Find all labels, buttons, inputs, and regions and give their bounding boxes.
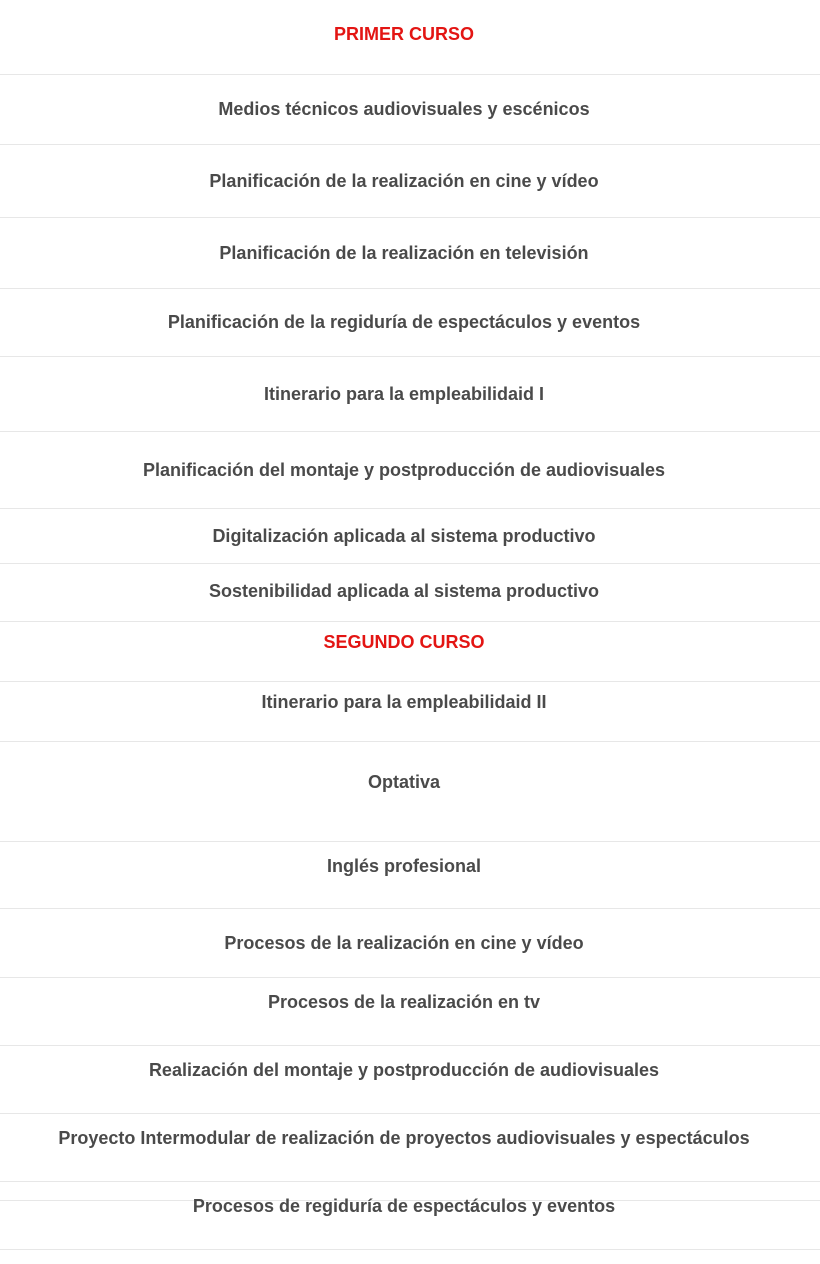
table-row (0, 145, 820, 218)
module-name: Planificación de la realización en televisión (219, 243, 589, 263)
table-row (0, 1046, 820, 1114)
module-name: Digitalización aplicada al sistema productivo (212, 526, 596, 546)
table-row (0, 742, 820, 842)
table-row (0, 509, 820, 564)
table-row (0, 978, 820, 1046)
module-name: Optativa (367, 772, 441, 792)
module-name: Itinerario para la empleabilidaid I (263, 384, 545, 404)
module-name: Proyecto Intermodular de realización de proyectos audiovisuales y espectáculos (58, 1128, 750, 1148)
module-name: Sostenibilidad aplicada al sistema productivo (208, 581, 600, 601)
module-name: Procesos de regiduría de espectáculos y eventos (192, 1196, 616, 1216)
module-name: Planificación de la realización en cine y vídeo (209, 171, 599, 191)
module-name: Inglés profesional (326, 856, 482, 876)
module-name: Planificación del montaje y postproducción de audiovisuales (142, 460, 666, 480)
table-row (0, 682, 820, 742)
table-row (0, 357, 820, 432)
module-name: Medios técnicos audiovisuales y escénicos (218, 99, 590, 119)
module-name: Procesos de la realización en tv (267, 992, 541, 1012)
table-row (0, 432, 820, 509)
first-year-heading: PRIMER CURSO (333, 24, 474, 44)
table-row (0, 1182, 820, 1250)
table-row (0, 842, 820, 909)
table-row (0, 1114, 820, 1182)
module-name: Realización del montaje y postproducción de audiovisuales (148, 1060, 660, 1080)
table-row (0, 289, 820, 357)
first-year-heading-row (0, 0, 820, 75)
table-row (0, 75, 820, 145)
table-row (0, 909, 820, 978)
module-name: Itinerario para la empleabilidaid II (261, 692, 547, 712)
module-name: Procesos de la realización en cine y vídeo (224, 933, 584, 953)
module-name: Planificación de la regiduría de espectáculos y eventos (167, 312, 641, 332)
table-row (0, 564, 820, 622)
second-year-heading-row (0, 622, 820, 682)
table-row (0, 218, 820, 289)
second-year-heading: SEGUNDO CURSO (323, 632, 485, 652)
